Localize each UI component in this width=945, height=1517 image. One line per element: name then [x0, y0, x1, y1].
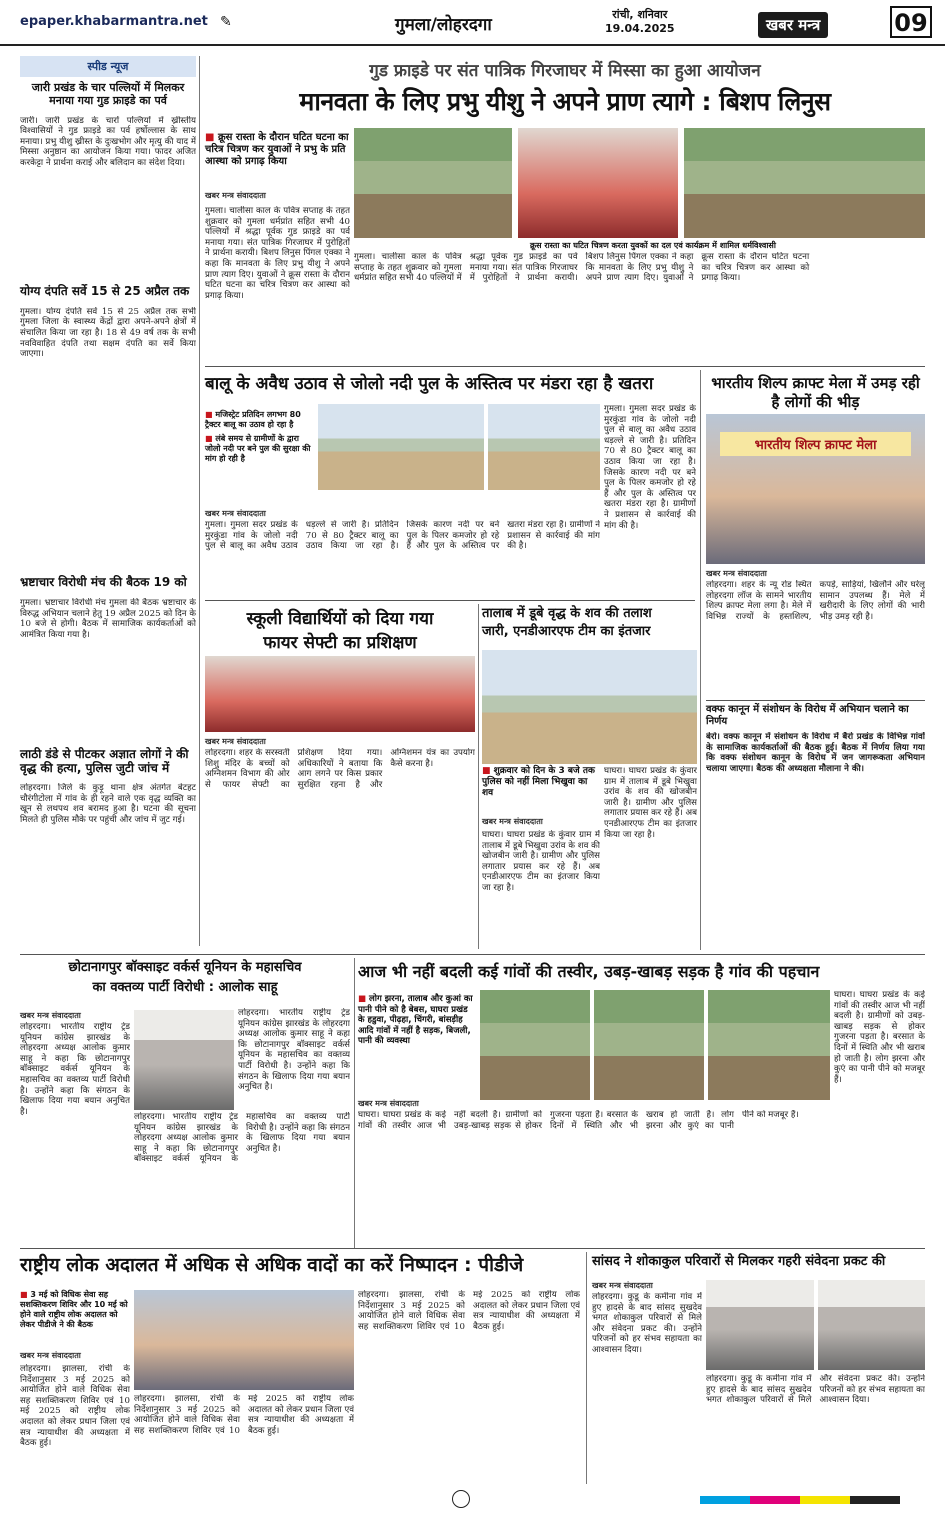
talab-photo — [482, 650, 697, 764]
speed-news-body: गुमला। भ्रष्टाचार विरोधी मंच गुमला की बैठक भ्रष्टाचार के विरुद्ध अभियान चलाने हेतु 19 अप्रैल 2025 को दिन के 10 बजे से होगी। बैठक में सामाजिक कार्यकर्ताओं को आमंत्रित किया गया है। — [20, 597, 196, 640]
speed-news-item — [20, 81, 196, 276]
balu-photo-2 — [488, 404, 600, 490]
road-body-side: घाघरा। घाघरा प्रखंड के कई गांवों की तस्वीर आज भी नहीं बदली है। ग्रामीणों को उबड़-खाबड़ सड़क से होकर गुजरना पड़ता है। बरसात के दिनों में स्थिति और भी खराब हो जाती है। लोग झरना और कुएं का पानी पीने को मजबूर हैं। — [834, 990, 925, 1085]
fire-photo — [205, 656, 475, 732]
lok-adalat-bullet: ■ 3 मई को विधिक सेवा सह सशक्तिकरण शिविर और 10 मई को होने वाले राष्ट्रीय लोक अदालत को लेकर पीडीजे ने की बैठक — [20, 1290, 130, 1330]
waqf-body: बेरो। वक्फ कानून में संशोधन के विरोध में बैरो प्रखंड के विभिन्न गांवों के सामाजिक कार्यकर्ताओं की बैठक हुई। बैठक में निर्णय लिया गया कि वक्फ संशोधन कानून के विरोध में जन जागरूकता अभियान चलाया जाएगा। बैठक की अध्यक्षता मौलाना ने की। — [706, 732, 925, 774]
shilp-body: लोहरदगा। शहर के न्यू रोड स्थित लोहरदगा लॉज के सामने भारतीय शिल्प क्राफ्ट मेला लगा है। मेले में विभिन्न राज्यों के हस्तशिल्प, कपड़े, साड़ियां, खिलौने और घरेलू सामान उपलब्ध हैं। मेले में खरीदारी के लिए लोगों की भारी भीड़ उमड़ रही है। — [706, 580, 925, 622]
speed-news-body: गुमला। योग्य दंपति सर्वे 15 से 25 अप्रैल तक सभी गुमला जिला के स्वास्थ्य केंद्रों द्वारा अपने-अपने क्षेत्रों में संचालित किया जा रहा है। 18 से 49 वर्ष तक के सभी नवविवाहित दंपति तथा सक्षम दंपति का सर्वे किया जाएगा। — [20, 306, 196, 360]
speed-news-item — [20, 575, 196, 738]
lok-adalat-body-side: लोहरदगा। झालसा, रांची के निर्देशानुसार 3 मई 2025 को आयोजित होने वाले विधिक सेवा सह सशक्तिकरण शिविर एवं 10 मई 2025 को राष्ट्रीय लोक अदालत को लेकर प्रधान जिला एवं सत्र न्यायाधीश की अध्यक्षता में बैठक हुई। — [358, 1290, 580, 1332]
lead-headline: मानवता के लिए प्रभु यीशु ने अपने प्राण त्यागे : बिशप लिनुस — [299, 87, 831, 116]
speed-news-headline: योग्य दंपति सर्वे 15 से 25 अप्रैल तक — [20, 284, 190, 299]
lead-photo-3 — [684, 128, 925, 238]
shilp-headline: भारतीय शिल्प क्राफ्ट मेला में उमड़ रही है लोगों की भीड़ — [711, 374, 920, 411]
union-body-side: लोहरदगा। भारतीय राष्ट्रीय ट्रेड यूनियन कांग्रेस झारखंड के लोहरदगा अध्यक्ष आलोक कुमार साहू ने कहा कि छोटानागपुर बॉक्साइट वर्कर्स यूनियन के महासचिव का वक्तव्य पार्टी विरोधी है। उन्होंने कहा कि संगठन के खिलाफ दिया गया बयान अनुचित है। — [238, 1008, 350, 1093]
lead-body-cont: गुमला। चालीसा काल के पवित्र सप्ताह के तहत शुक्रवार को गुमला धर्मप्रांत सहित सभी 40 पल्लियों में श्रद्धा पूर्वक गुड फ्राइडे का पर्व मनाया गया। संत पात्रिक गिरजाघर में पुरोहितों ने प्रार्थना करायी। बिशप लिनुस पिंगल एक्का ने कहा कि मानवता के लिए प्रभु यीशु ने अपने प्राण त्याग दिए। युवाओं ने क्रूस रास्ता के दौरान घटित घटना का चरित्र चित्रण कर आस्था को प्रगाढ़ किया। — [354, 252, 810, 284]
fire-headline-2: फायर सेफ्टी का प्रशिक्षण — [263, 633, 417, 653]
road-body: घाघरा। घाघरा प्रखंड के कई गांवों की तस्वीर आज भी नहीं बदली है। ग्रामीणों को उबड़-खाबड़ सड़क से होकर गुजरना पड़ता है। बरसात के दिनों में स्थिति और भी खराब हो जाती है। लोग झरना और कुएं का पानी पीने को मजबूर हैं। — [358, 1110, 799, 1131]
sansad-headline: सांसद ने शोकाकुल परिवारों से मिलकर गहरी संवेदना प्रकट की — [592, 1254, 886, 1269]
speed-news-headline: जारी प्रखंड के चार पल्लियों में मिलकर मनाया गया गुड फ्राइडे का पर्व — [31, 81, 185, 107]
balu-bullet: ■ मजिस्ट्रेट प्रतिदिन लगभग 80 ट्रैक्टर बालू का उठाव हो रहा है — [205, 410, 313, 430]
waqf-headline: वक्फ कानून में संशोधन के विरोध में अभियान चलाने का निर्णय — [706, 704, 909, 727]
lead-body: गुमला। चालीसा काल के पवित्र सप्ताह के तहत शुक्रवार को गुमला धर्मप्रांत सहित सभी 40 पल्लियों में श्रद्धा पूर्वक गुड फ्राइडे का पर्व मनाया गया। संत पात्रिक गिरजाघर में पुरोहितों ने प्रार्थना करायी। बिशप लिनुस पिंगल एक्का ने कहा कि मानवता के लिए प्रभु यीशु ने अपने प्राण त्याग दिए। युवाओं ने क्रूस रास्ता के दौरान घटित घटना का चरित्र चित्रण कर आस्था को प्रगाढ़ किया। — [205, 206, 350, 301]
date: 19.04.2025 — [605, 22, 675, 35]
lead-kicker: गुड फ्राइडे पर संत पात्रिक गिरजाघर में मिस्सा का हुआ आयोजन — [369, 61, 761, 81]
section-title: गुमला/लोहरदगा — [395, 15, 492, 35]
lead-caption: क्रूस रास्ता का घटित चित्रण करता युवकों का दल एवं कार्यक्रम में शामिल धर्मविश्वासी — [530, 241, 776, 250]
road-photo-2 — [594, 990, 704, 1100]
balu-body-side: गुमला। गुमला सदर प्रखंड के मुरकुंडा गांव के जोलो नदी पुल से बालू का अवैध उठाव धड़ल्ले से जारी है। प्रतिदिन 70 से 80 ट्रैक्टर बालू का उठाव किया जा रहा है। जिसके कारण नदी पर बने पुल के पिलर कमजोर हो रहे हैं और पुल के अस्तित्व पर खतरा मंडरा रहा है। ग्रामीणों ने प्रशासन से कार्रवाई की मांग की है। — [604, 404, 696, 531]
speed-news-headline: लाठी डंडे से पीटकर अज्ञात लोगों ने की वृद्ध की हत्या, पुलिस जुटी जांच में — [20, 746, 189, 775]
talab-body: घाघरा। घाघरा प्रखंड के कुंवार ग्राम में तालाब में डूबे भिखुवा उरांव के शव की खोजबीन जारी है। ग्रामीण और पुलिस लगातार प्रयास कर रहे हैं। अब एनडीआरएफ टीम का इंतजार किया जा रहा है। — [482, 830, 600, 893]
speed-news-headline: भ्रष्टाचार विरोधी मंच की बैठक 19 को — [20, 575, 187, 590]
union-byline: खबर मन्त्र संवाददाता — [20, 1011, 81, 1020]
column-divider — [586, 1252, 587, 1484]
brand-logo: खबर मन्त्र — [758, 12, 828, 38]
column-divider — [700, 370, 701, 950]
section-divider — [205, 366, 925, 367]
shilp-photo — [706, 414, 925, 564]
section-divider — [205, 600, 695, 601]
lead-byline: खबर मन्त्र संवाददाता — [205, 191, 266, 200]
talab-headline-2: जारी, एनडीआरएफ टीम का इंतजार — [482, 624, 651, 639]
cursor-icon: ✎ — [220, 14, 232, 30]
lok-adalat-byline: खबर मन्त्र संवाददाता — [20, 1351, 81, 1360]
lead-photo-1 — [354, 128, 512, 238]
union-headline-1: छोटानागपुर बॉक्साइट वर्कर्स यूनियन के महासचिव — [68, 960, 302, 975]
road-bullet: ■ लोग झरना, तालाब और कुआं का पानी पीने को है बेबस, घाघरा प्रखंड के हडुवा, पीढ़हा, चिंगरी, बांसड़ीह आदि गांवों में नहीं है सड़क, बिजली, पानी की व्यवस्था — [358, 994, 476, 1047]
section-divider — [20, 954, 925, 955]
column-divider — [478, 604, 479, 949]
balu-byline: खबर मन्त्र संवाददाता — [205, 509, 266, 518]
site-url[interactable]: epaper.khabarmantra.net — [20, 14, 208, 29]
balu-photo-1 — [318, 404, 484, 490]
city-day: रांची, शनिवार — [612, 8, 668, 21]
speed-news-item — [20, 747, 196, 964]
lead-photo-2 — [518, 128, 678, 238]
lok-adalat-headline: राष्ट्रीय लोक अदालत में अधिक से अधिक वादों का करें निष्पादन : पीडीजे — [20, 1254, 524, 1276]
date-block — [605, 8, 675, 36]
shilp-banner: भारतीय शिल्प क्राफ्ट मेला — [720, 432, 911, 456]
balu-body: गुमला। गुमला सदर प्रखंड के मुरकुंडा गांव के जोलो नदी पुल से बालू का अवैध उठाव धड़ल्ले से जारी है। प्रतिदिन 70 से 80 ट्रैक्टर बालू का उठाव किया जा रहा है। जिसके कारण नदी पर बने पुल के पिलर कमजोर हो रहे हैं और पुल के अस्तित्व पर खतरा मंडरा रहा है। ग्रामीणों ने प्रशासन से कार्रवाई की मांग की है। — [205, 520, 600, 552]
page-number: 09 — [890, 6, 932, 38]
column-divider — [354, 958, 355, 1248]
section-divider — [706, 700, 925, 701]
fire-body: लोहरदगा। शहर के सरस्वती शिशु मंदिर के बच्चों को अग्निशमन विभाग की ओर से फायर सेफ्टी का प्रशिक्षण दिया गया। अधिकारियों ने बताया कि आग लगने पर किस प्रकार सुरक्षित रहना है और अग्निशमन यंत्र का उपयोग कैसे करना है। — [205, 748, 475, 790]
sansad-byline: खबर मन्त्र संवाददाता — [592, 1281, 653, 1290]
sansad-photo-1 — [706, 1280, 814, 1370]
fire-headline-1: स्कूली विद्यार्थियों को दिया गया — [246, 609, 434, 629]
union-body: लोहरदगा। भारतीय राष्ट्रीय ट्रेड यूनियन कांग्रेस झारखंड के लोहरदगा अध्यक्ष आलोक कुमार साहू ने कहा कि छोटानागपुर बॉक्साइट वर्कर्स यूनियन के महासचिव का वक्तव्य पार्टी विरोधी है। उन्होंने कहा कि संगठन के खिलाफ दिया गया बयान अनुचित है। — [20, 1022, 130, 1117]
fire-byline: खबर मन्त्र संवाददाता — [205, 737, 266, 746]
road-byline: खबर मन्त्र संवाददाता — [358, 1099, 419, 1108]
sansad-body: लोहरदगा। कुडू के कमीना गांव में हुए हादसे के बाद सांसद सुखदेव भगत शोकाकुल परिवारों से मिले और संवेदना प्रकट की। उन्होंने परिजनों को हर संभव सहायता का आश्वासन दिया। — [592, 1292, 702, 1355]
union-headline-2: का वक्तव्य पार्टी विरोधी : आलोक साहू — [92, 980, 278, 995]
speed-news-item — [20, 284, 196, 567]
road-headline: आज भी नहीं बदली कई गांवों की तस्वीर, उबड़-खाबड़ सड़क है गांव की पहचान — [358, 962, 820, 981]
lok-adalat-body-cont: लोहरदगा। झालसा, रांची के निर्देशानुसार 3 मई 2025 को आयोजित होने वाले विधिक सेवा सह सशक्तिकरण शिविर एवं 10 मई 2025 को राष्ट्रीय लोक अदालत को लेकर प्रधान जिला एवं सत्र न्यायाधीश की अध्यक्षता में बैठक हुई। — [134, 1394, 354, 1436]
speed-news-column — [20, 56, 196, 956]
color-bar — [700, 1496, 900, 1504]
section-divider — [20, 1248, 925, 1249]
speed-news-body: जारी। जारी प्रखंड के चारों पल्लियों में ख्रीस्तीय विश्वासियों ने गुड फ्राइडे का पर्व हर्षोल्लास के साथ मनाया। प्रभु यीशु ख्रीस्त के दुःखभोग और मृत्यु की याद में मिस्सा अनुष्ठान का आयोजन किया गया। फादर अजित करकेट्टा ने प्रार्थना कराई और बलिदान का संदेश दिया। — [20, 115, 196, 168]
shilp-byline: खबर मन्त्र संवाददाता — [706, 569, 767, 578]
balu-bullet: ■ लंबे समय से ग्रामीणों के द्वारा जोलो नदी पर बने पुल की सुरक्षा की मांग हो रही है — [205, 434, 313, 464]
talab-headline-1: तालाब में डूबे वृद्ध के शव की तलाश — [482, 606, 652, 621]
lead-bullet: ■ क्रूस रास्ता के दौरान घटित घटना का चरित्र चित्रण कर युवाओं ने प्रभु के प्रति आस्था को प्रगाढ़ किया — [205, 132, 350, 168]
balu-headline: बालू के अवैध उठाव से जोलो नदी पुल के अस्तित्व पर मंडरा रहा है खतरा — [205, 374, 654, 394]
road-photo-3 — [708, 990, 830, 1100]
column-divider — [199, 56, 200, 946]
talab-byline: खबर मन्त्र संवाददाता — [482, 817, 543, 826]
talab-body-side: घाघरा। घाघरा प्रखंड के कुंवार ग्राम में तालाब में डूबे भिखुवा उरांव के शव की खोजबीन जारी है। ग्रामीण और पुलिस लगातार प्रयास कर रहे हैं। अब एनडीआरएफ टीम का इंतजार किया जा रहा है। — [604, 766, 697, 840]
balu-bullets — [205, 410, 313, 464]
union-body-cont: लोहरदगा। भारतीय राष्ट्रीय ट्रेड यूनियन कांग्रेस झारखंड के लोहरदगा अध्यक्ष आलोक कुमार साहू ने कहा कि छोटानागपुर बॉक्साइट वर्कर्स यूनियन के महासचिव का वक्तव्य पार्टी विरोधी है। उन्होंने कहा कि संगठन के खिलाफ दिया गया बयान अनुचित है। — [134, 1112, 350, 1165]
road-photo-1 — [480, 990, 590, 1100]
talab-bullet: ■ शुक्रवार को दिन के 3 बजे तक पुलिस को नहीं मिला भिखुवा का शव — [482, 766, 600, 799]
sansad-body-cont: लोहरदगा। कुडू के कमीना गांव में हुए हादसे के बाद सांसद सुखदेव भगत शोकाकुल परिवारों से मिले और संवेदना प्रकट की। उन्होंने परिजनों को हर संभव सहायता का आश्वासन दिया। — [706, 1374, 925, 1406]
lok-adalat-photo — [134, 1290, 354, 1390]
speed-news-body: लोहरदगा। जिले के कुड़ू थाना क्षेत्र अंतर्गत बेटहट चौरंगीटोला में गांव के ही रहने वाले एक वृद्ध व्यक्ति का खून से लथपथ शव बरामद हुआ है। घटना की सूचना मिलते ही पुलिस मौके पर पहुंची और जांच में जुट गई। — [20, 783, 196, 825]
union-photo — [134, 1010, 234, 1110]
lok-adalat-body: लोहरदगा। झालसा, रांची के निर्देशानुसार 3 मई 2025 को आयोजित होने वाले विधिक सेवा सह सशक्तिकरण शिविर एवं 10 मई 2025 को राष्ट्रीय लोक अदालत को लेकर प्रधान जिला एवं सत्र न्यायाधीश की अध्यक्षता में बैठक हुई। — [20, 1364, 130, 1449]
registration-mark-icon — [452, 1490, 470, 1508]
sansad-photo-2 — [818, 1280, 925, 1370]
speed-news-label: स्पीड न्यूज — [20, 56, 196, 77]
